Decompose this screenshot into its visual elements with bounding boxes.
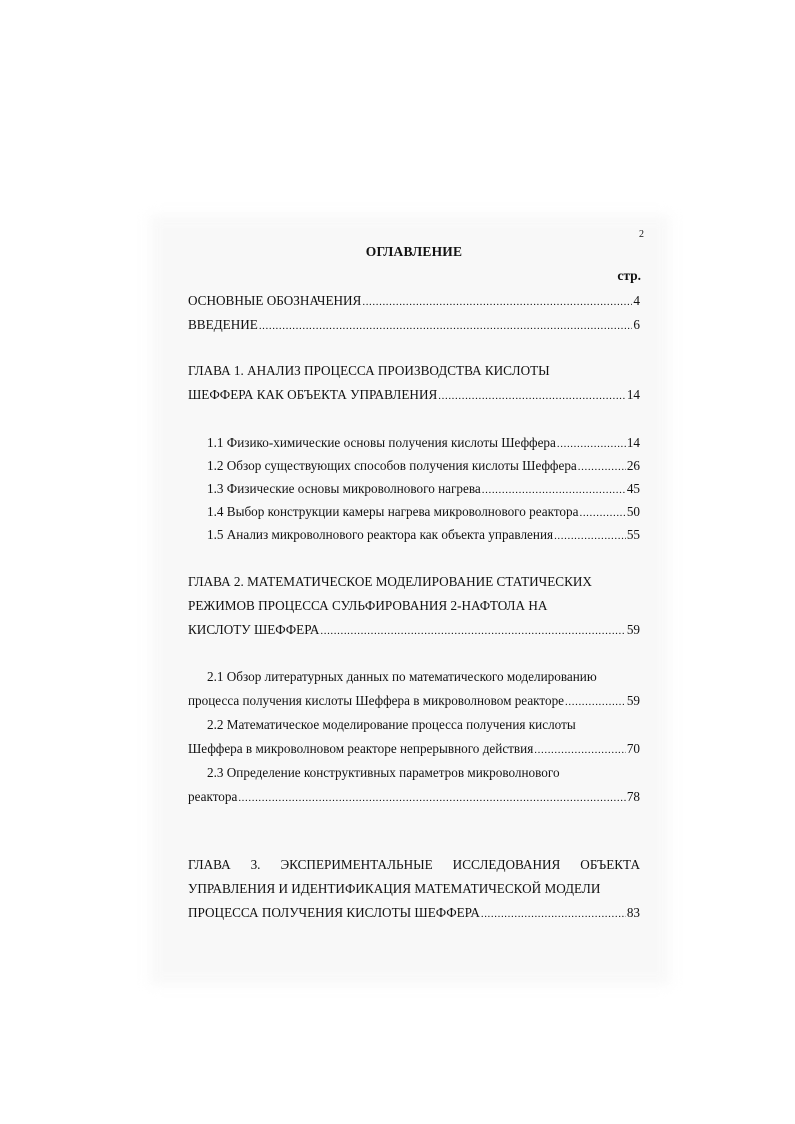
toc-entry-page: 26 xyxy=(626,458,640,473)
toc-entry-page: 50 xyxy=(626,504,640,519)
toc-entry-page: 6 xyxy=(633,317,640,332)
leader-dots xyxy=(259,317,633,335)
toc-entry-text: реактора xyxy=(188,789,238,804)
toc-entry-text: ПРОЦЕССА ПОЛУЧЕНИЯ КИСЛОТЫ ШЕФФЕРА xyxy=(188,905,480,920)
toc-entry-page: 59 xyxy=(626,622,640,637)
section-2-1-line-1[interactable]: 2.1 Обзор литературных данных по математического моделированию xyxy=(207,669,597,684)
toc-entry-section-1-2[interactable] xyxy=(207,457,640,475)
toc-entry-page: 4 xyxy=(633,293,640,308)
leader-dots xyxy=(565,693,626,711)
toc-entry-chapter-2[interactable] xyxy=(188,621,640,639)
leader-dots xyxy=(554,527,626,545)
leader-dots xyxy=(557,435,626,453)
toc-entry-page: 59 xyxy=(626,693,640,708)
page-number: 2 xyxy=(639,229,644,240)
toc-entry-chapter-1[interactable] xyxy=(188,386,640,404)
toc-entry-section-1-5[interactable] xyxy=(207,526,640,544)
toc-entry-section-1-4[interactable] xyxy=(207,503,640,521)
leader-dots xyxy=(579,504,625,522)
toc-entry-page: 45 xyxy=(626,481,640,496)
toc-entry-intro[interactable] xyxy=(188,316,640,334)
toc-entry-text: 1.1 Физико-химические основы получения кислоты Шеффера xyxy=(207,435,556,450)
page-title: ОГЛАВЛЕНИЕ xyxy=(365,244,463,259)
leader-dots xyxy=(238,789,625,807)
toc-entry-text: процесса получения кислоты Шеффера в микроволновом реакторе xyxy=(188,693,565,708)
toc-entry-page: 70 xyxy=(626,741,640,756)
page-column-label: стр. xyxy=(617,268,641,283)
toc-entry-text: Шеффера в микроволновом реакторе непрерывного действия xyxy=(188,741,534,756)
leader-dots xyxy=(362,293,632,311)
toc-entry-text: 1.4 Выбор конструкции камеры нагрева микроволнового реактора xyxy=(207,504,579,519)
leader-dots xyxy=(578,458,626,476)
toc-entry-text: 1.2 Обзор существующих способов получения кислоты Шеффера xyxy=(207,458,577,473)
toc-entry-text: ОСНОВНЫЕ ОБОЗНАЧЕНИЯ xyxy=(188,293,362,308)
toc-entry-section-2-3[interactable] xyxy=(188,788,640,806)
toc-entry-text: 1.5 Анализ микроволнового реактора как объекта управления xyxy=(207,527,554,542)
leader-dots xyxy=(481,905,626,923)
toc-entry-text: КИСЛОТУ ШЕФФЕРА xyxy=(188,622,320,637)
toc-entry-section-2-2[interactable] xyxy=(188,740,640,758)
toc-entry-page: 83 xyxy=(626,905,640,920)
section-2-2-line-1[interactable]: 2.2 Математическое моделирование процесса получения кислоты xyxy=(207,717,576,732)
leader-dots xyxy=(482,481,626,499)
toc-entry-section-1-1[interactable] xyxy=(207,434,640,452)
chapter-3-word: ИССЛЕДОВАНИЯ xyxy=(452,857,561,872)
chapter-2-title-line-1[interactable]: ГЛАВА 2. МАТЕМАТИЧЕСКОЕ МОДЕЛИРОВАНИЕ СТАТИЧЕСКИХ xyxy=(188,574,592,589)
chapter-3-word: ОБЪЕКТА xyxy=(580,857,640,872)
chapter-3-title-line-1[interactable] xyxy=(188,856,640,874)
leader-dots xyxy=(534,741,626,759)
toc-entry-section-1-3[interactable] xyxy=(207,480,640,498)
toc-entry-text: 1.3 Физические основы микроволнового нагрева xyxy=(207,481,481,496)
toc-entry-page: 78 xyxy=(626,789,640,804)
leader-dots xyxy=(438,387,626,405)
toc-entry-text: ШЕФФЕРА КАК ОБЪЕКТА УПРАВЛЕНИЯ xyxy=(188,387,438,402)
leader-dots xyxy=(320,622,625,640)
toc-entry-page: 14 xyxy=(626,435,640,450)
toc-entry-notation[interactable] xyxy=(188,292,640,310)
chapter-3-word: 3. xyxy=(250,857,261,872)
chapter-3-word: ГЛАВА xyxy=(188,857,231,872)
section-2-3-line-1[interactable]: 2.3 Определение конструктивных параметров микроволнового xyxy=(207,765,560,780)
toc-entry-text: ВВЕДЕНИЕ xyxy=(188,317,258,332)
chapter-3-title-line-2[interactable]: УПРАВЛЕНИЯ И ИДЕНТИФИКАЦИЯ МАТЕМАТИЧЕСКОЙ МОДЕЛИ xyxy=(188,881,601,896)
toc-entry-chapter-3[interactable] xyxy=(188,904,640,922)
toc-entry-page: 14 xyxy=(626,387,640,402)
chapter-1-title-line-1[interactable]: ГЛАВА 1. АНАЛИЗ ПРОЦЕССА ПРОИЗВОДСТВА КИСЛОТЫ xyxy=(188,363,550,378)
toc-entry-page: 55 xyxy=(626,527,640,542)
chapter-3-word: ЭКСПЕРИМЕНТАЛЬНЫЕ xyxy=(280,857,433,872)
chapter-2-title-line-2[interactable]: РЕЖИМОВ ПРОЦЕССА СУЛЬФИРОВАНИЯ 2-НАФТОЛА НА xyxy=(188,598,548,613)
toc-entry-section-2-1[interactable] xyxy=(188,692,640,710)
